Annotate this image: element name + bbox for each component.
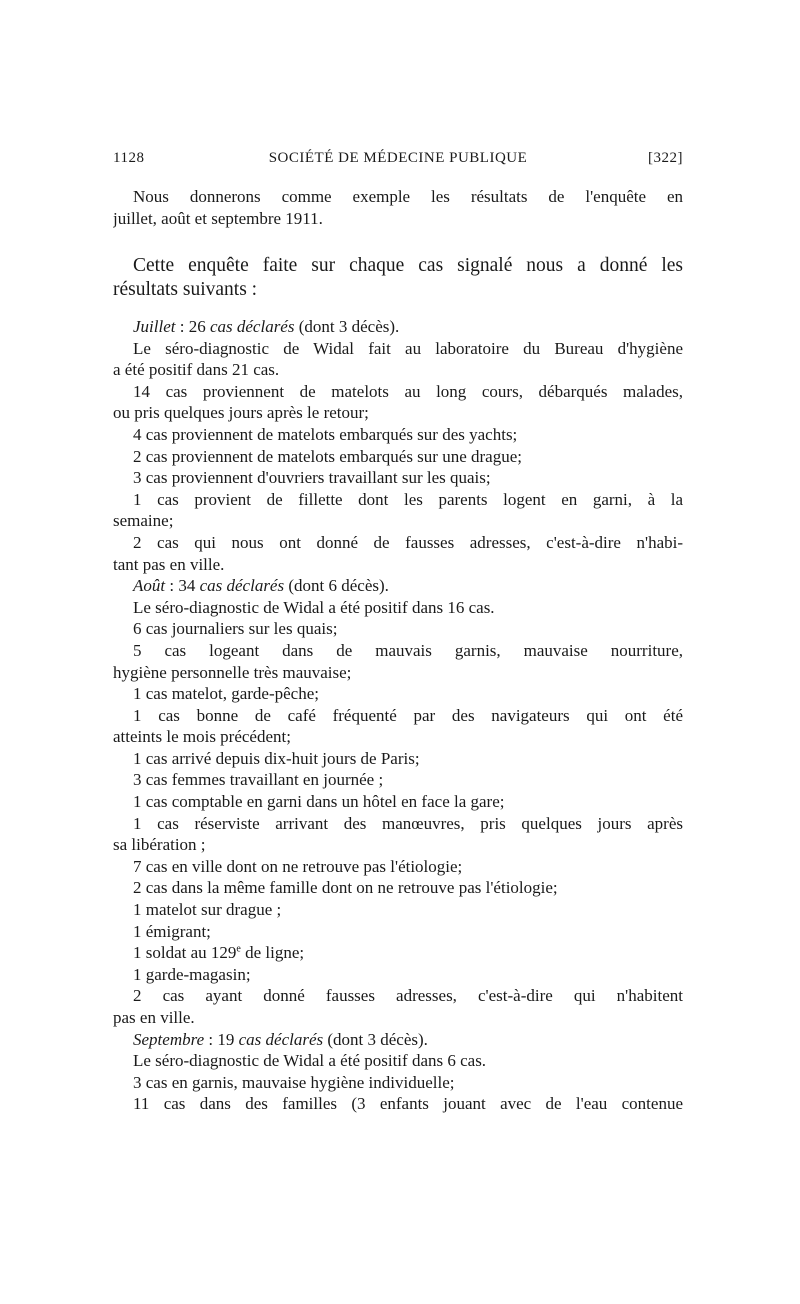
lead-paragraph xyxy=(113,254,683,302)
text-line: 3 cas femmes travaillant en journée ; xyxy=(133,770,384,790)
text-line: 3 cas proviennent d'ouvriers travaillant sur les quais; xyxy=(133,468,491,488)
month-name: Septembre xyxy=(133,1029,205,1049)
text-line: atteints le mois précédent; xyxy=(113,727,291,747)
text-line: 1 garde-magasin; xyxy=(133,964,251,984)
text-line: 2 cas ayant donné fausses adresses, c'est-à-dire qui n'habitent xyxy=(133,986,683,1006)
page-number: 1128 xyxy=(113,150,145,166)
bracket-reference: [322] xyxy=(648,150,683,166)
text-line: 6 cas journaliers sur les quais; xyxy=(133,619,338,639)
text-line: 4 cas proviennent de matelots embarqués sur des yachts; xyxy=(133,424,518,444)
text-line: 1 émigrant; xyxy=(133,921,211,941)
declared-label: cas déclarés xyxy=(199,576,285,596)
text-line: 1 matelot sur drague ; xyxy=(133,900,282,920)
text-line: ou pris quelques jours après le retour; xyxy=(113,403,369,423)
month-name: Juillet xyxy=(133,317,176,336)
month-heading-aout: Août : 34 cas déclarés (dont 6 décès). xyxy=(133,576,389,596)
text-line: Nous donnerons comme exemple les résultats de l'enquête en xyxy=(133,187,683,206)
month-heading-septembre: Septembre : 19 cas déclarés (dont 3 décès). xyxy=(133,1029,428,1049)
text-line: Le séro-diagnostic de Widal fait au laboratoire du Bureau d'hygiène xyxy=(133,338,683,358)
text-line: 2 cas qui nous ont donné de fausses adresses, c'est-à-dire n'habi- xyxy=(133,532,683,552)
text-line: 1 cas bonne de café fréquenté par des navigateurs qui ont été xyxy=(133,705,683,725)
text-line: Le séro-diagnostic de Widal a été positif dans 6 cas. xyxy=(133,1051,487,1071)
running-header xyxy=(113,150,683,174)
text-line: hygiène personnelle très mauvaise; xyxy=(113,662,352,682)
text-line: 5 cas logeant dans de mauvais garnis, mauvaise nourriture, xyxy=(133,640,683,660)
text-line: 2 cas dans la même famille dont on ne retrouve pas l'étiologie; xyxy=(133,878,558,898)
text-line: sa libération ; xyxy=(113,835,206,855)
text-line: a été positif dans 21 cas. xyxy=(113,360,280,380)
text-line: tant pas en ville. xyxy=(113,554,225,574)
text-line: 11 cas dans des familles (3 enfants jouant avec de l'eau contenue xyxy=(133,1094,683,1114)
text-line: 1 cas comptable en garni dans un hôtel en face la gare; xyxy=(133,792,505,812)
declared-label: cas déclarés xyxy=(209,317,295,336)
month-heading-juillet: Juillet : 26 cas déclarés (dont 3 décès). xyxy=(133,317,400,336)
month-name: Août xyxy=(133,576,166,596)
text-line: pas en ville. xyxy=(113,1008,195,1027)
text-line: 2 cas proviennent de matelots embarqués sur une drague; xyxy=(133,446,522,466)
intro-paragraph xyxy=(113,186,683,229)
text-line: 1 cas matelot, garde-pêche; xyxy=(133,684,319,704)
text-line: juillet, août et septembre 1911. xyxy=(113,208,323,228)
text-line: semaine; xyxy=(113,511,174,531)
text-line: Cette enquête faite sur chaque cas signalé nous a donné les xyxy=(133,255,683,276)
text-line: 1 cas réserviste arrivant des manœuvres, pris quelques jours après xyxy=(133,813,683,833)
text-line: 7 cas en ville dont on ne retrouve pas l'étiologie; xyxy=(133,856,463,876)
declared-label: cas déclarés xyxy=(238,1029,324,1049)
text-line: résultats suivants : xyxy=(113,279,258,300)
text-line: 1 cas provient de fillette dont les parents logent en garni, à la xyxy=(133,489,683,509)
running-title: SOCIÉTÉ DE MÉDECINE PUBLIQUE xyxy=(268,150,528,166)
text-line: 14 cas proviennent de matelots au long cours, débarqués malades, xyxy=(133,381,683,401)
text-line: 3 cas en garnis, mauvaise hygiène individuelle; xyxy=(133,1072,455,1092)
case-report-list xyxy=(113,316,683,1115)
text-line: 1 soldat au 129e de ligne; xyxy=(133,943,305,963)
text-line: 1 cas arrivé depuis dix-huit jours de Paris; xyxy=(133,748,420,768)
text-line: Le séro-diagnostic de Widal a été positif dans 16 cas. xyxy=(133,597,495,617)
